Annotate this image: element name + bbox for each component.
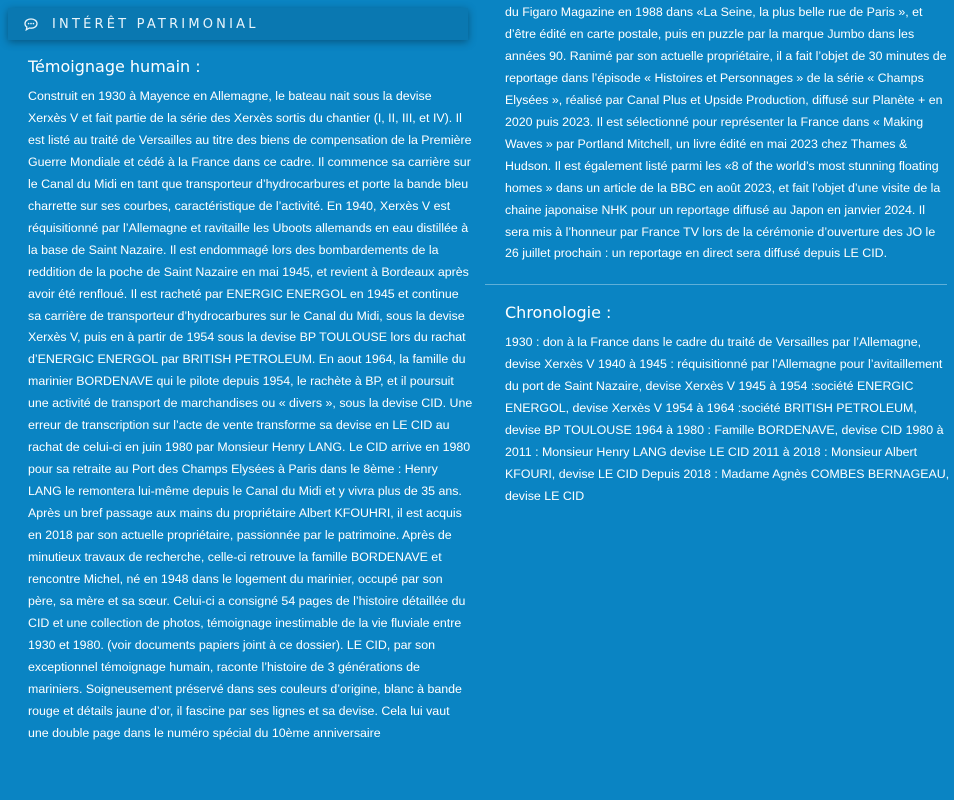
chronologie-heading: Chronologie : <box>505 303 612 322</box>
temoignage-heading: Témoignage humain : <box>28 57 201 76</box>
temoignage-continuation-text: du Figaro Magazine en 1988 dans «La Seine, la plus belle rue de Paris », et d’être édité en carte postale, puis en puzzle par la marque Jumbo dans les années 90. Ranimé par son actuelle propriétaire, il a fait l’objet de 30 minutes de reportage dans l’épisode « Histoires et Personnages » de la série « Champs Elysées », réalisé par Canal Plus et Upside Production, diffusé sur Planète + en 2020 puis 2023. Il est sélectionné pour représenter la France dans « Making Waves » par Portland Mitchell, un livre édité en mai 2023 chez Thames & Hudson. Il est également listé parmi les «8 of the world’s most stunning floating homes » dans un article de la BBC en août 2023, et fait l’objet d’une visite de la chaine japonaise NHK pour un reportage diffusé au Japon en janvier 2024. Il sera mis à l’honneur par France TV lors de la cérémonie d’ouverture des JO le 26 juillet prochain : un reportage en direct sera diffusé depuis LE CID. <box>505 5 947 261</box>
temoignage-text: Construit en 1930 à Mayence en Allemagne, le bateau nait sous la devise Xerxès V et fait partie de la série des Xerxès sortis du chantier (I, II, III, et IV). Il est listé au traité de Versailles au titre des biens de compensation de la Première Guerre Mondiale et cédé à la France dans ce cadre. Il commence sa carrière sur le Canal du Midi en tant que transporteur d’hydrocarbures et porte la bande bleu charrette sur ses courbes, caractéristique de l’activité. En 1940, Xerxès V est réquisitionné par l’Allemagne et ravitaille les Uboots allemands en eau distillée à la base de Saint Nazaire. Il est endommagé lors des bombardements de la reddition de la poche de Saint Nazaire en mai 1945, et revient à Bordeaux après avoir été renfloué. Il est racheté par ENERGIC ENERGOL en 1945 et continue sa carrière de transporteur d’hydrocarbures sur le Canal du Midi, sous la devise Xerxès V, puis en à partir de 1954 sous la devise BP TOULOUSE lors du rachat d’ENERGIC ENERGOL par BRITISH PETROLEUM. En aout 1964, la famille du marinier BORDENAVE qui le pilote depuis 1954, le rachète à BP, et il poursuit une activité de transport de marchandises ou « divers », sous la devise CID. Une erreur de transcription sur l’acte de vente transforme sa devise en LE CID au rachat de celui-ci en juin 1980 par Monsieur Henry LANG. Le CID arrive en 1980 pour sa retraite au Port des Champs Elysées à Paris dans le 8ème : Henry LANG le remontera lui-même depuis le Canal du Midi et y vivra plus de 35 ans. Après un bref passage aux mains du propriétaire Albert KFOUHRI, il est acquis en 2018 par son actuelle propriétaire, passionnée par le patrimoine. Après de minutieux travaux de recherche, celle-ci retrouve la famille BORDENAVE et rencontre Michel, né en 1948 dans le logement du marinier, occupé par son père, sa mère et sa sœur. Celui-ci a consigné 54 pages de l’histoire détaillée du CID et une collection de photos, témoignage inestimable de la vie fluviale entre 1930 et 1980. (voir documents papiers joint à ce dossier). LE CID, par son exceptionnel témoignage humain, raconte l’histoire de 3 générations de mariniers. Soigneusement préservé dans ses couleurs d’origine, blanc à bande rouge et détails jaune d’or, il fascine par ses lignes et sa devise. Cela lui vaut une double page dans le numéro spécial du 10ème anniversaire <box>28 89 473 740</box>
section-divider <box>485 284 947 285</box>
temoignage-continuation-section <box>505 0 950 265</box>
section-title: INTÉRÊT PATRIMONIAL <box>52 16 259 32</box>
speech-bubble-icon <box>24 17 38 31</box>
section-header[interactable] <box>8 8 468 40</box>
temoignage-section <box>28 56 473 745</box>
chronologie-text: 1930 : don à la France dans le cadre du traité de Versailles par l’Allemagne, devise Xerxès V 1940 à 1945 : réquisitionné par l’Allemagne pour l’avitaillement du port de Saint Nazaire, devise Xerxès V 1945 à 1954 :société ENERGIC ENERGOL, devise Xerxès V 1954 à 1964 :société BRITISH PETROLEUM, devise BP TOULOUSE 1964 à 1980 : Famille BORDENAVE, devise CID 1980 à 2011 : Monsieur Henry LANG devise LE CID 2011 à 2018 : Monsieur Albert KFOURI, devise LE CID Depuis 2018 : Madame Agnès COMBES BERNAGEAU, devise LE CID <box>505 335 950 503</box>
chronologie-section <box>505 332 950 508</box>
